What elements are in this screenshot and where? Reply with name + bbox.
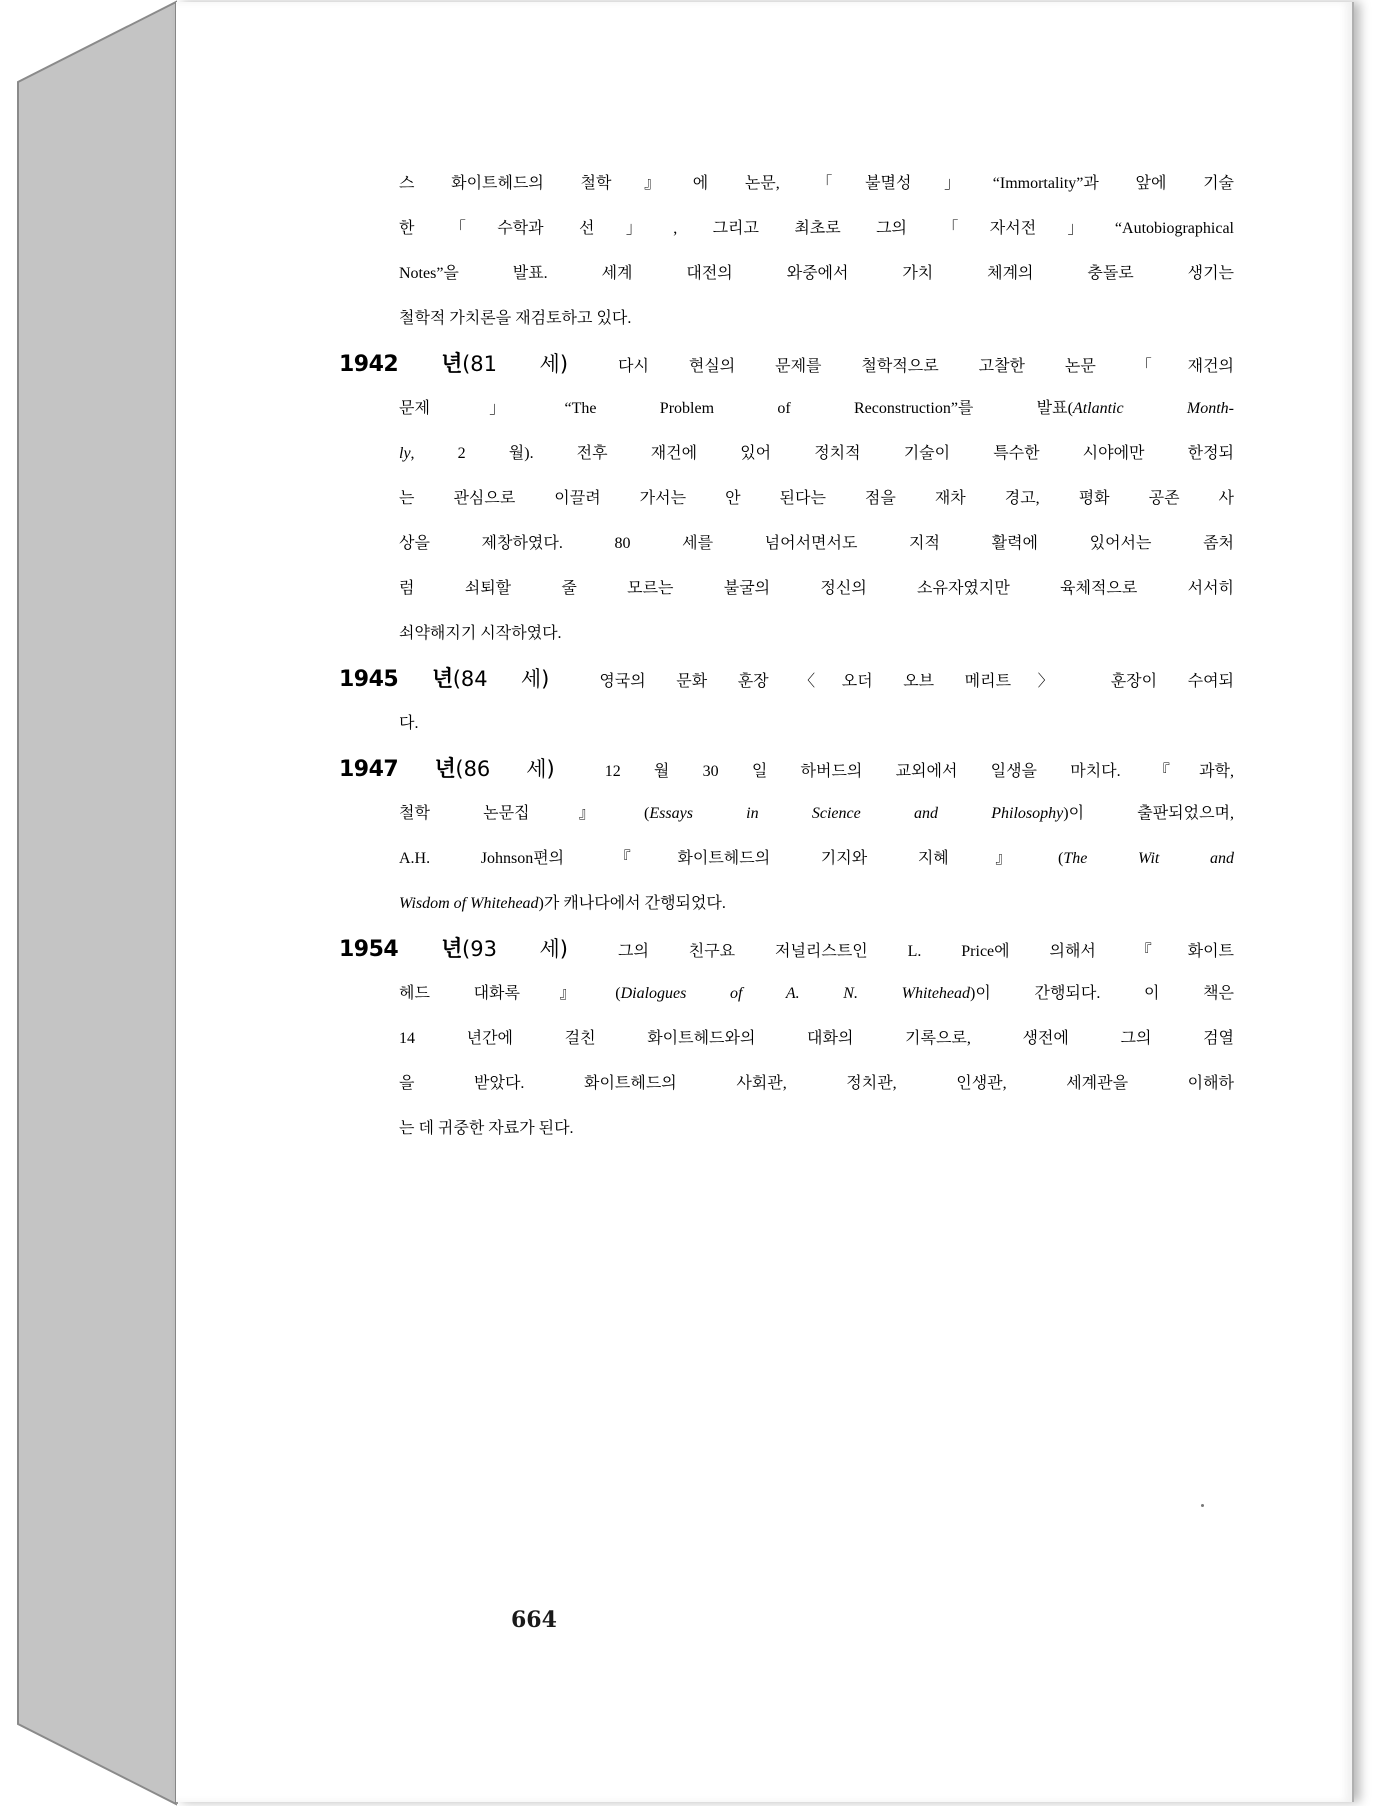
book-page (176, 2, 1354, 1802)
body-line: 한 「수학과 선」, 그리고 최초로 그의 「자서전」“Autobiographical (399, 220, 1234, 237)
entry-1945-heading (339, 659, 1234, 699)
body-line: 스 화이트헤드의 철학』에 논문, 「불멸성」“Immortality”과 앞에 기술 (399, 175, 1234, 192)
body-line: 는 데 귀중한 자료가 된다. (399, 1120, 574, 1137)
body-line: 쇠약해지기 시작하였다. (399, 625, 562, 642)
body-line: 럼 쇠퇴할 줄 모르는 불굴의 정신의 소유자였지만 육체적으로 서서히 (399, 580, 1234, 597)
entry-year: 1947 년 (339, 757, 456, 782)
body-line: 철학적 가치론을 재검토하고 있다. (399, 310, 632, 327)
entry-1942-heading (339, 344, 1234, 384)
entry-age: (81 세) (462, 352, 569, 376)
stray-mark (1201, 1504, 1204, 1507)
body-line: 14 년간에 걸친 화이트헤드와의 대화의 기록으로, 생전에 그의 검열 (399, 1030, 1234, 1047)
body-line: 문제」“The Problem of Reconstruction”를 발표(Atlantic Month- (399, 400, 1234, 417)
body-line: 다시 현실의 문제를 철학적으로 고찰한 논문 「재건의 (618, 358, 1234, 375)
body-line: Notes”을 발표. 세계 대전의 와중에서 가치 체계의 충돌로 생기는 (399, 265, 1234, 282)
body-line: Wisdom of Whitehead)가 캐나다에서 간행되었다. (399, 895, 726, 912)
entry-year: 1945 년 (339, 667, 453, 692)
body-line: 12 월 30 일 하버드의 교외에서 일생을 마치다. 『과학, (604, 763, 1234, 780)
body-line: 철학 논문집』(Essays in Science and Philosophy)이 출판되었으며, (399, 805, 1235, 822)
body-line: 을 받았다. 화이트헤드의 사회관, 정치관, 인생관, 세계관을 이해하 (399, 1075, 1234, 1092)
body-line: A.H. Johnson편의 『화이트헤드의 기지와 지혜』(The Wit and (399, 850, 1234, 867)
entry-1947-heading (339, 749, 1234, 789)
body-line: 상을 제창하였다. 80 세를 넘어서면서도 지적 활력에 있어서는 좀처 (399, 535, 1234, 552)
entry-year: 1954 년 (339, 937, 463, 962)
entry-age: (93 세) (462, 937, 568, 961)
page-number: 664 (511, 1607, 557, 1633)
body-line: 다. (399, 715, 419, 732)
body-line: 는 관심으로 이끌려 가서는 안 된다는 점을 재차 경고, 평화 공존 사 (399, 490, 1234, 507)
entry-age: (84 세) (452, 667, 550, 691)
entry-1954-heading (339, 929, 1234, 969)
body-line: 헤드 대화록』(Dialogues of A. N. Whitehead)이 간행되다. 이 책은 (399, 985, 1235, 1002)
body-line: 영국의 문화 훈장 〈오더 오브 메리트〉 훈장이 수여되 (599, 673, 1234, 690)
entry-year: 1942 년 (339, 352, 463, 377)
entry-age: (86 세) (455, 757, 555, 781)
body-line: ly, 2 월). 전후 재건에 있어 정치적 기술이 특수한 시야에만 한정되 (399, 445, 1234, 462)
body-line: 그의 친구요 저널리스트인 L. Price에 의해서 『화이트 (617, 943, 1234, 960)
